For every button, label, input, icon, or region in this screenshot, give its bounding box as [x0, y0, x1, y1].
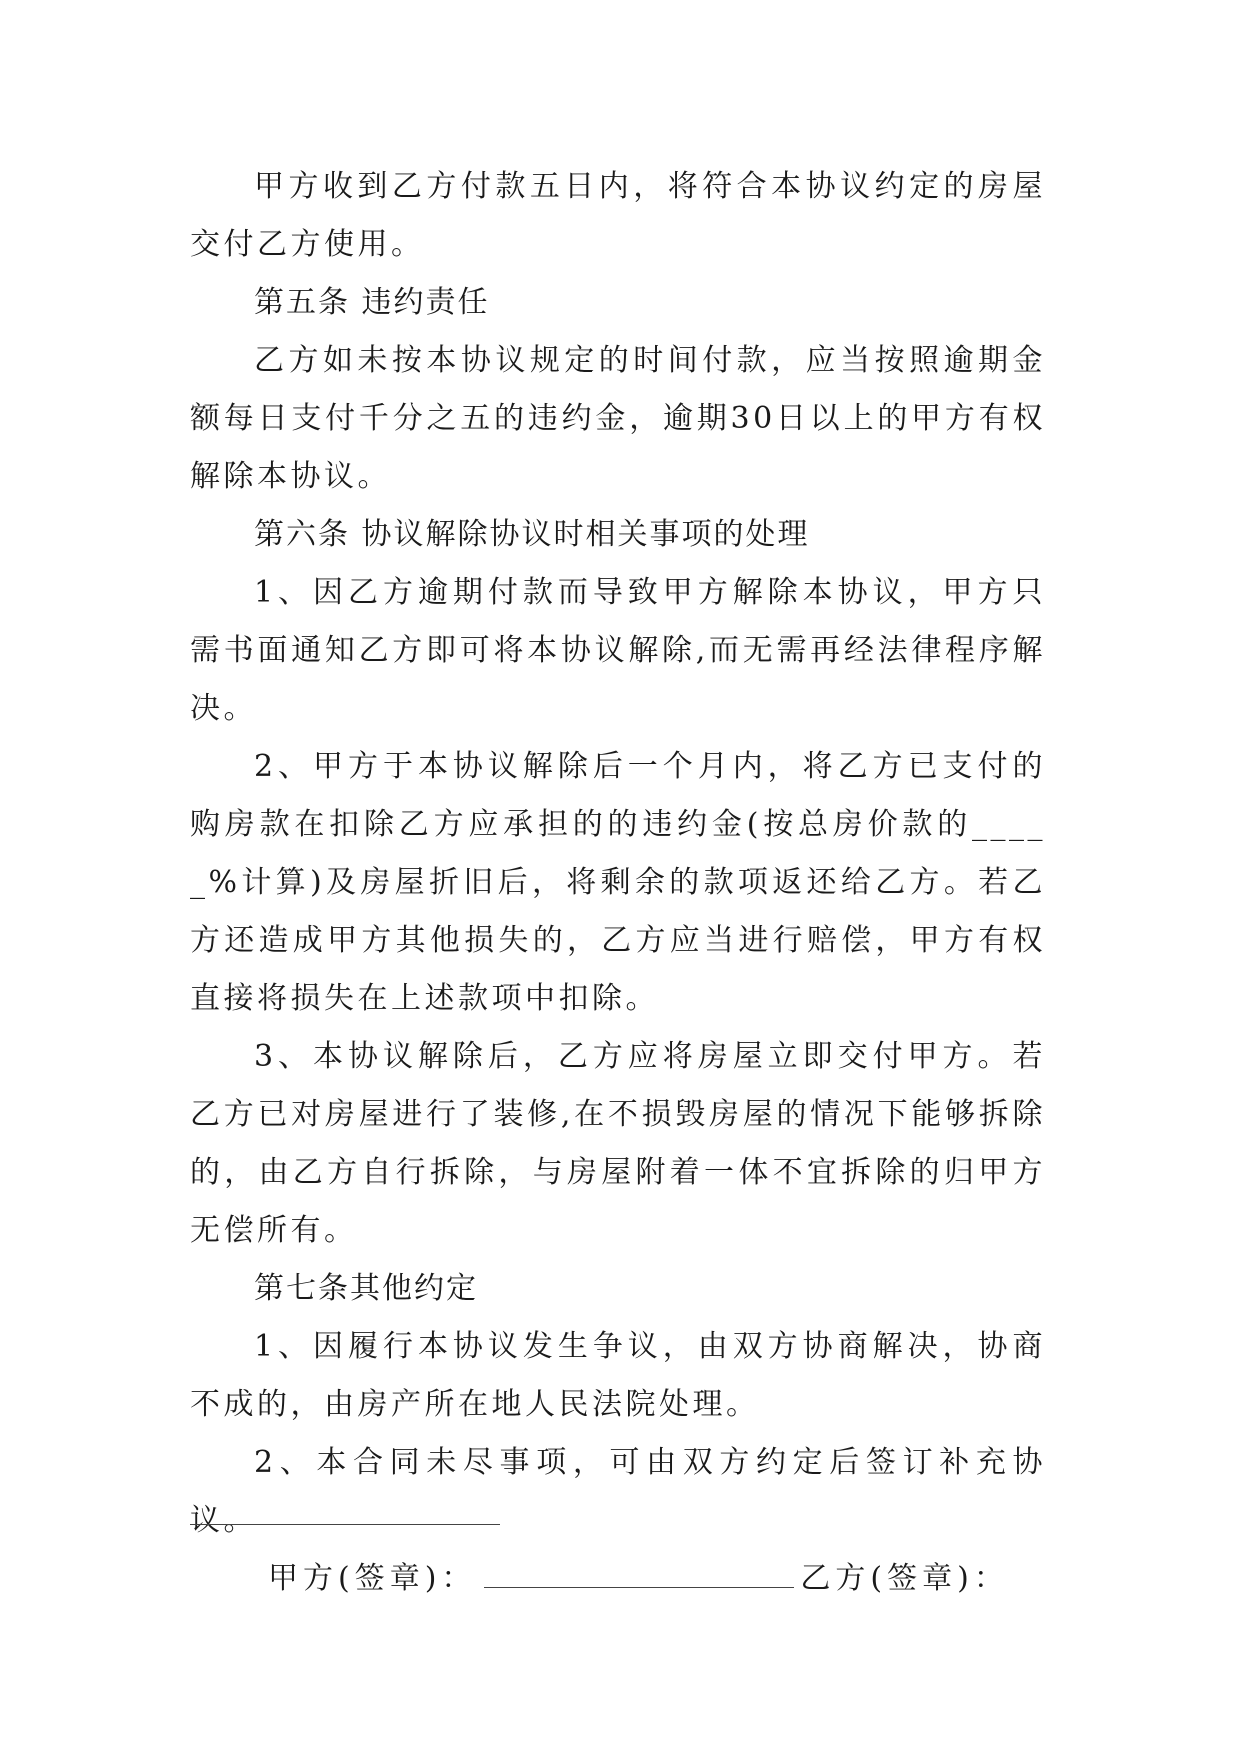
party-a-signature-label: 甲方(签章)：	[268, 1561, 477, 1596]
paragraph-delivery: 甲方收到乙方付款五日内，将符合本协议约定的房屋交付乙方使用。	[190, 169, 1046, 262]
paragraph-other-1: 1、因履行本协议发生争议，由双方协商解决，协商不成的，由房产所在地人民法院处理。	[190, 1329, 1046, 1422]
heading-article-5: 第五条 违约责任	[254, 285, 490, 320]
signature-row	[190, 1550, 1046, 1608]
party-b-signature-label: 乙方(签章)：	[800, 1561, 1009, 1596]
heading-article-7: 第七条其他约定	[254, 1271, 478, 1306]
paragraph-termination-2: 2、甲方于本协议解除后一个月内，将乙方已支付的购房款在扣除乙方应承担的的违约金(按总房价款的_____%计算)及房屋折旧后，将剩余的款项返还给乙方。若乙方还造成甲方其他损失的，乙方应当进行赔偿，甲方有权直接将损失在上述款项中扣除。	[190, 749, 1046, 1016]
paragraph-termination-1: 1、因乙方逾期付款而导致甲方解除本协议，甲方只需书面通知乙方即可将本协议解除,而无需再经法律程序解决。	[190, 575, 1046, 726]
party-b-signature-line	[190, 1524, 500, 1525]
paragraph-other-2: 2、本合同未尽事项，可由双方约定后签订补充协议。	[190, 1445, 1046, 1538]
paragraph-breach: 乙方如未按本协议规定的时间付款，应当按照逾期金额每日支付千分之五的违约金，逾期30日以上的甲方有权解除本协议。	[190, 343, 1046, 494]
party-a-signature-line	[484, 1563, 794, 1588]
heading-article-6: 第六条 协议解除协议时相关事项的处理	[254, 517, 810, 552]
paragraph-termination-3: 3、本协议解除后，乙方应将房屋立即交付甲方。若乙方已对房屋进行了装修,在不损毁房屋的情况下能够拆除的，由乙方自行拆除，与房屋附着一体不宜拆除的归甲方无偿所有。	[190, 1039, 1046, 1248]
contract-body	[190, 158, 1046, 1608]
